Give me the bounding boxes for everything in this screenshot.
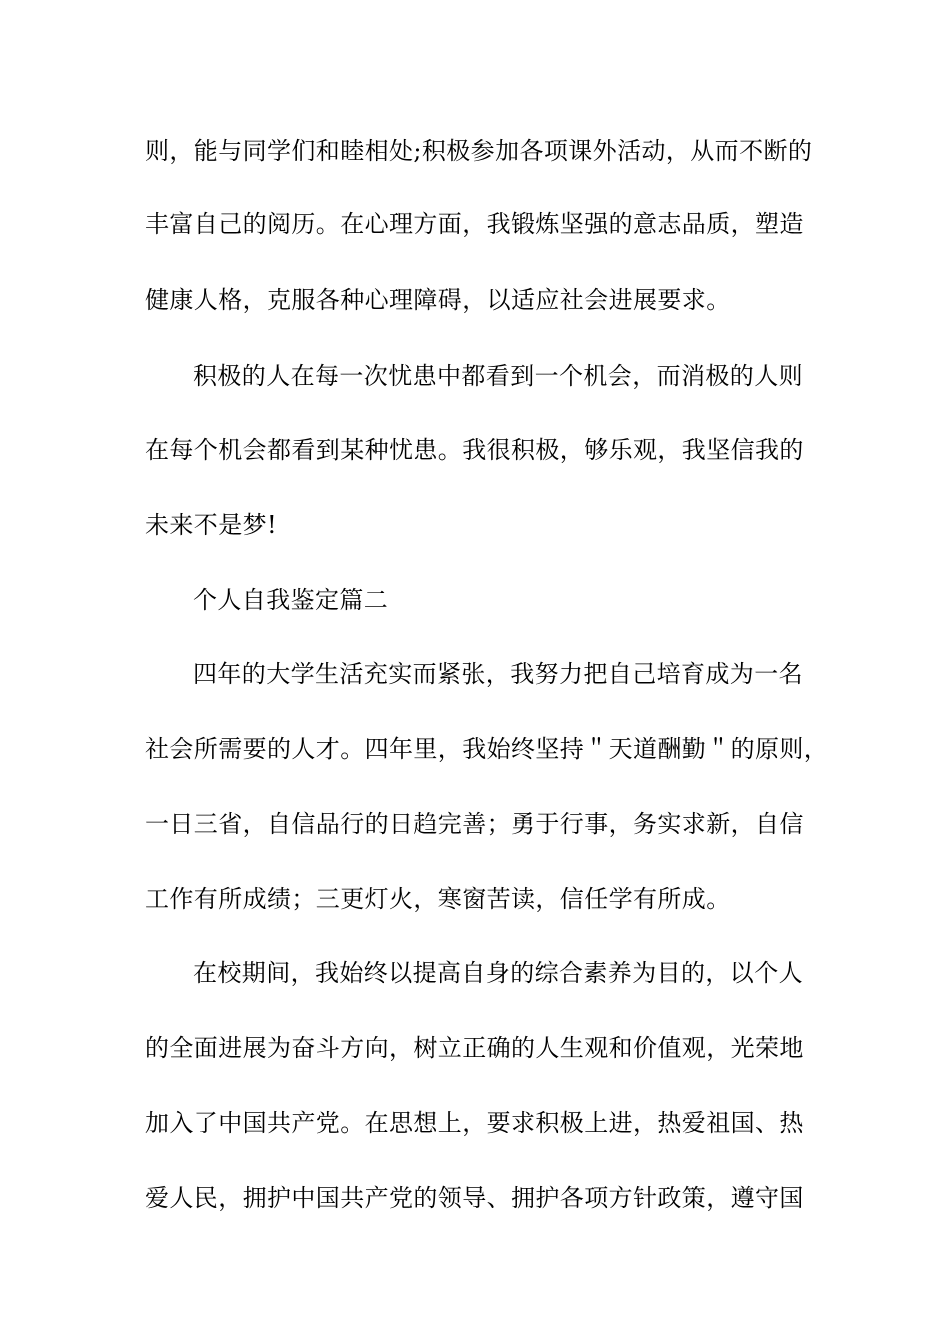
text-line: 健康人格，克服各种心理障碍，以适应社会进展要求。 bbox=[145, 286, 731, 314]
text-line: 的全面进展为奋斗方向，树立正确的人生观和价值观，光荣地 bbox=[145, 1034, 804, 1062]
text-line: 加入了中国共产党。在思想上，要求积极上进，热爱祖国、热 bbox=[145, 1109, 804, 1137]
text-line: 一日三省，自信品行的日趋完善；勇于行事，务实求新，自信 bbox=[145, 810, 804, 838]
text-line: 则，能与同学们和睦相处;积极参加各项课外活动，从而不断的 bbox=[145, 137, 813, 165]
text-line: 在每个机会都看到某种忧患。我很积极，够乐观，我坚信我的 bbox=[145, 436, 804, 464]
text-line: 工作有所成绩；三更灯火，寒窗苦读，信任学有所成。 bbox=[145, 885, 731, 913]
section-heading: 个人自我鉴定篇二 bbox=[193, 586, 389, 614]
text-line: 丰富自己的阅历。在心理方面，我锻炼坚强的意志品质，塑造 bbox=[145, 210, 804, 238]
paragraph-start-line: 积极的人在每一次忧患中都看到一个机会，而消极的人则 bbox=[193, 362, 803, 390]
text-line: 未来不是梦! bbox=[145, 511, 278, 539]
paragraph-start-line: 在校期间，我始终以提高自身的综合素养为目的，以个人 bbox=[193, 959, 803, 987]
paragraph-start-line: 四年的大学生活充实而紧张，我努力把自己培育成为一名 bbox=[193, 660, 803, 688]
text-line: 爱人民，拥护中国共产党的领导、拥护各项方针政策，遵守国 bbox=[145, 1184, 804, 1212]
text-line: 社会所需要的人才。四年里，我始终坚持＂天道酬勤＂的原则， bbox=[145, 735, 829, 763]
